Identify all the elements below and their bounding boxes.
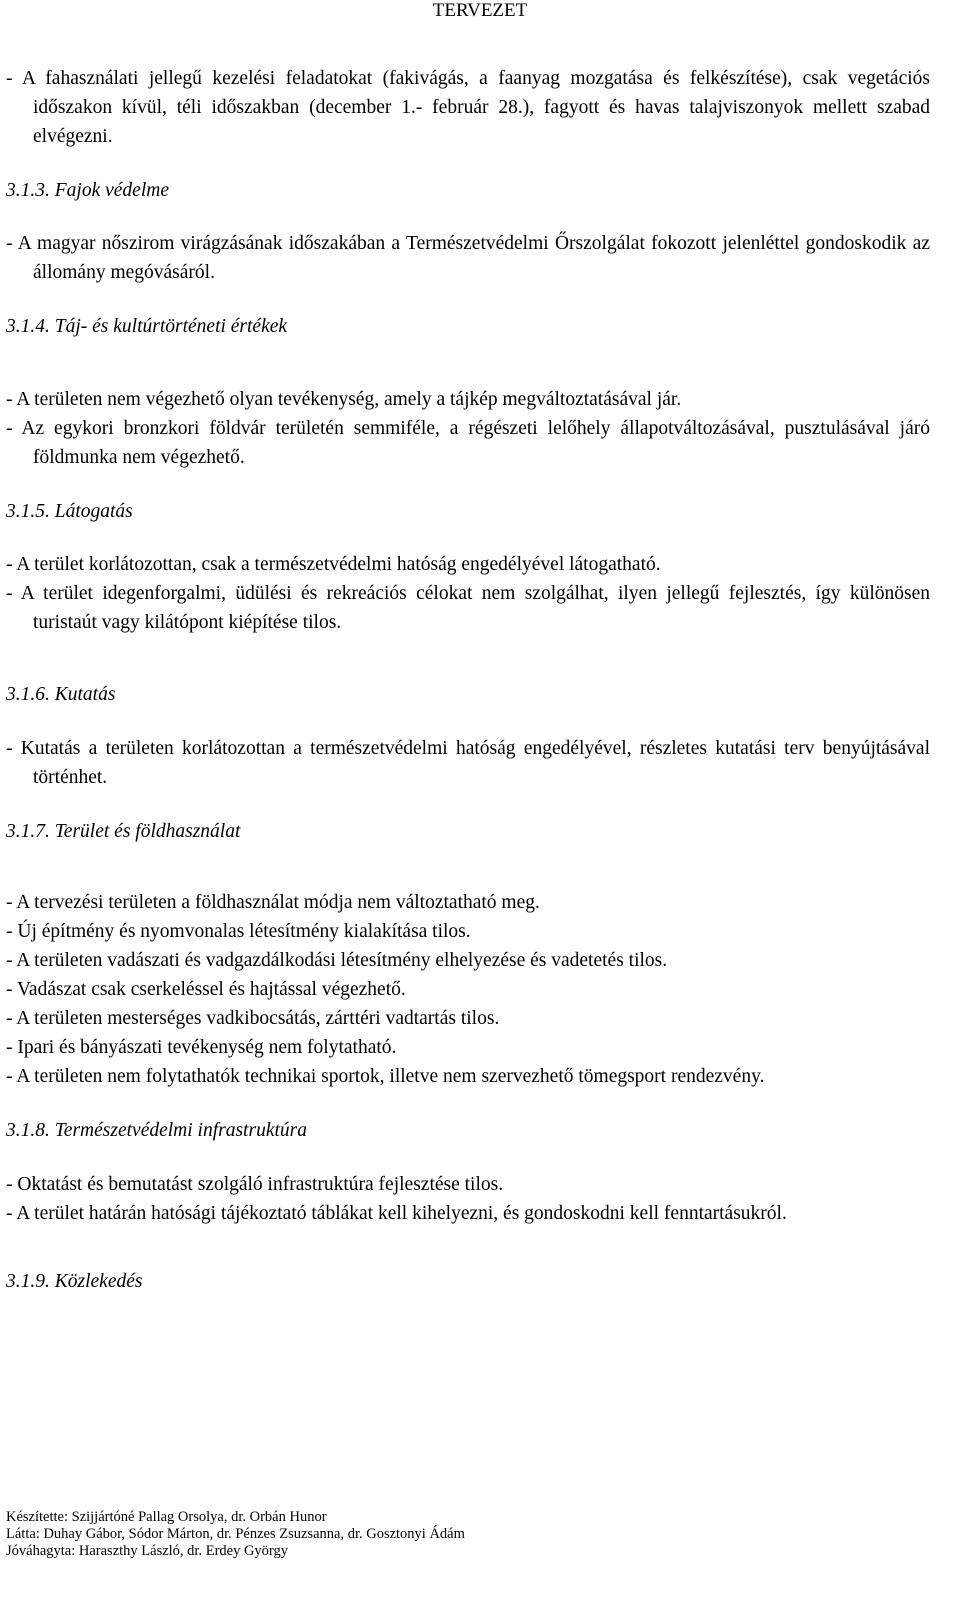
list-item: - A területen vadászati és vadgazdálkodási létesítmény elhelyezése és vadetetés tilos. [6, 950, 668, 971]
section-heading: 3.1.4. Táj- és kultúrtörténeti értékek [6, 316, 288, 337]
section-continuation [6, 64, 930, 151]
section-heading: 3.1.9. Közlekedés [6, 1271, 143, 1292]
footer-reviewed-by: Látta: Duhay Gábor, Sódor Márton, dr. Pénzes Zsuzsanna, dr. Gosztonyi Ádám [6, 1526, 465, 1542]
section-terulet-foldhasznalat [6, 817, 930, 1091]
document-body [6, 64, 930, 1296]
list-item: - Kutatás a területen korlátozottan a természetvédelmi hatóság engedélyével, részletes kutatási terv benyújtásával történhet. [6, 738, 930, 788]
list-item: - A terület határán hatósági tájékoztató táblákat kell kihelyezni, és gondoskodni kell fenntartásukról. [6, 1203, 787, 1224]
list-item: - A területen nem végezhető olyan tevékenység, amely a tájkép megváltoztatásával jár. [6, 389, 682, 410]
section-heading: 3.1.8. Természetvédelmi infrastruktúra [6, 1120, 307, 1141]
section-kozlekedes [6, 1267, 930, 1296]
section-fajok-vedelme [6, 176, 930, 287]
section-termeszetvedelmi-infrastruktura [6, 1116, 930, 1228]
footer-approved-by: Jóváhagyta: Haraszthy László, dr. Erdey György [6, 1543, 288, 1559]
list-item: - A magyar nőszirom virágzásának időszakában a Természetvédelmi Őrszolgálat fokozott jelenléttel gondoskodik az állomány megóvásáról. [6, 233, 930, 283]
document-status-label: TERVEZET [432, 0, 528, 21]
list-item: - A fahasználati jellegű kezelési feladatokat (fakivágás, a faanyag mozgatása és felkészítése), csak vegetációs időszakon kívül, téli időszakban (december 1.- február 28.), fagyott és havas talajviszonyok mellett szabad elvégezni. [6, 68, 930, 147]
list-item: - A terület korlátozottan, csak a természetvédelmi hatóság engedélyével látogatható. [6, 554, 661, 575]
section-heading: 3.1.7. Terület és földhasználat [6, 821, 241, 842]
list-item: - Oktatást és bemutatást szolgáló infrastruktúra fejlesztése tilos. [6, 1174, 504, 1195]
page-footer [6, 1509, 706, 1560]
section-kutatas [6, 680, 930, 792]
page-header [0, 0, 960, 22]
section-heading: 3.1.3. Fajok védelme [6, 180, 169, 201]
list-item: - A tervezési területen a földhasználat módja nem változtatható meg. [6, 892, 540, 913]
list-item: - Ipari és bányászati tevékenység nem folytatható. [6, 1037, 397, 1058]
section-heading: 3.1.5. Látogatás [6, 501, 133, 522]
list-item: - A területen mesterséges vadkibocsátás, zárttéri vadtartás tilos. [6, 1008, 500, 1029]
list-item: - A terület idegenforgalmi, üdülési és rekreációs célokat nem szolgálhat, ilyen jellegű fejlesztés, így különösen turistaút vagy kilátópont kiépítése tilos. [6, 583, 930, 633]
list-item: - Vadászat csak cserkeléssel és hajtással végezhető. [6, 979, 406, 1000]
list-item: - Új építmény és nyomvonalas létesítmény kialakítása tilos. [6, 921, 471, 942]
footer-prepared-by: Készítette: Szijjártóné Pallag Orsolya, dr. Orbán Hunor [6, 1509, 327, 1525]
section-latogatas [6, 497, 930, 637]
section-heading: 3.1.6. Kutatás [6, 684, 116, 705]
section-taj-ertekek [6, 312, 930, 472]
list-item: - Az egykori bronzkori földvár területén semmiféle, a régészeti lelőhely állapotváltozásával, pusztulásával járó földmunka nem végezhető. [6, 418, 930, 468]
list-item: - A területen nem folytathatók technikai sportok, illetve nem szervezhető tömegsport rendezvény. [6, 1066, 765, 1087]
